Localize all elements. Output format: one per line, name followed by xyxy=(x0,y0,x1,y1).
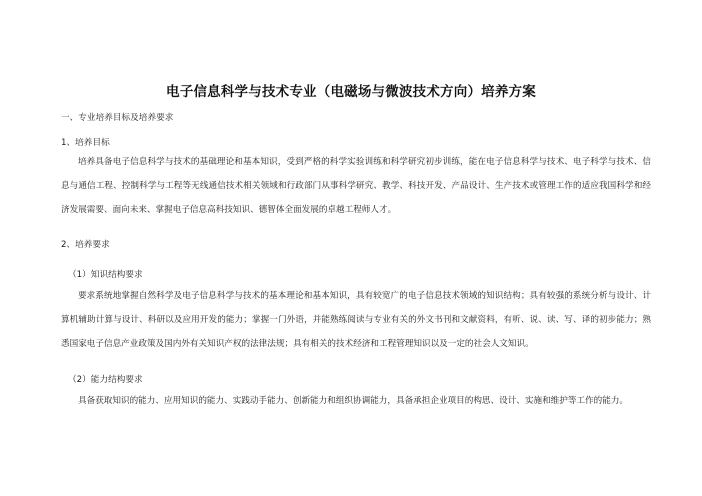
paragraph-ability-structure: 具备获取知识的能力、应用知识的能力、实践动手能力、创新能力和组织协调能力，具备承担企业项目的构思、设计、实施和维护等工作的能力。 xyxy=(78,396,629,406)
section-heading-goals-requirements: 一、专业培养目标及培养要求 xyxy=(61,113,174,123)
subheading-ability-structure: （2）能力结构要求 xyxy=(68,375,143,385)
document-title: 电子信息科学与技术专业（电磁场与微波技术方向）培养方案 xyxy=(166,84,536,100)
paragraph-training-goal: 培养具备电子信息科学与技术的基础理论和基本知识，受到严格的科学实验训练和科学研究初步训练，能在电子信息科学与技术、电子科学与技术、信息与通信工程、控制科学与工程等无线通信技术相关领域和行政部门从事科学研究、教学、科技开发、产品设计、生产技术或管理工作的适应我国科学和经济发展需要、面向未来、掌握电子信息高科技知识、德智体全面发展的卓越工程师人才。 xyxy=(61,157,651,215)
subheading-training-requirements: 2、培养要求 xyxy=(61,240,110,250)
subheading-training-goal: 1、培养目标 xyxy=(61,138,110,148)
subheading-knowledge-structure: （1）知识结构要求 xyxy=(68,270,143,280)
paragraph-knowledge-structure: 要求系统地掌握自然科学及电子信息科学与技术的基本理论和基本知识，具有较宽广的电子信息技术领域的知识结构；具有较强的系统分析与设计、计算机辅助计算与设计、科研以及应用开发的能力；掌握一门外语，并能熟练阅读与专业有关的外文书刊和文献资料，有听、说、读、写、译的初步能力；熟悉国家电子信息产业政策及国内外有关知识产权的法律法规；具有相关的技术经济和工程管理知识以及一定的社会人文知识。 xyxy=(61,291,651,349)
